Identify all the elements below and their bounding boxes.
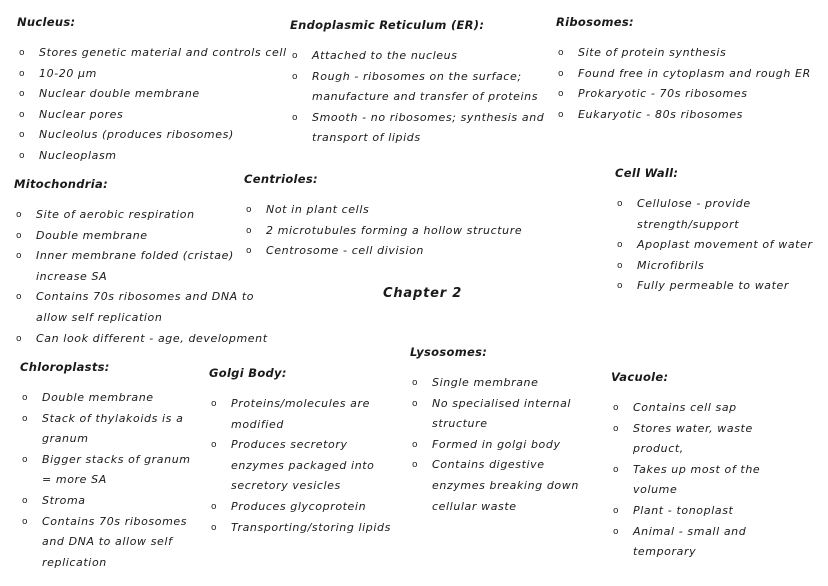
list-item: enzymes packaged into: [231, 458, 375, 472]
bullet-list: [556, 43, 811, 125]
list-item: o Contains 70s ribosomes and DNA to: [14, 287, 268, 308]
list-item: o Fully permeable to water: [615, 276, 813, 297]
list-item: o Prokaryotic - 70s ribosomes: [556, 84, 811, 105]
section-title: Mitochondria:: [14, 177, 108, 191]
list-item: o Animal - small and: [611, 522, 760, 543]
list-item: strength/support: [637, 217, 740, 231]
bullet-list: [611, 398, 760, 563]
section-er: [290, 18, 544, 149]
list-item: granum: [42, 432, 89, 446]
list-item: o Formed in golgi body: [410, 435, 579, 456]
list-item: o Proteins/molecules are: [209, 394, 391, 415]
list-item: o Centrosome - cell division: [244, 241, 522, 262]
bullet-list: [14, 205, 268, 349]
list-item: o Takes up most of the: [611, 460, 760, 481]
list-item: o Double membrane: [20, 388, 191, 409]
list-item: replication: [42, 555, 107, 569]
section-title: Centrioles:: [244, 172, 318, 186]
list-item: o Contains cell sap: [611, 398, 760, 419]
bullet-list: [410, 373, 579, 517]
list-item: product,: [633, 442, 684, 456]
list-item: volume: [633, 483, 678, 497]
list-item: o Eukaryotic - 80s ribosomes: [556, 105, 811, 126]
section-title: Nucleus:: [17, 15, 76, 29]
list-item: o Rough - ribosomes on the surface;: [290, 67, 544, 88]
section-vacuole: [611, 370, 760, 563]
list-item: o Cellulose - provide: [615, 194, 813, 215]
list-item: o Nucleoplasm: [17, 146, 287, 167]
list-item: o Site of aerobic respiration: [14, 205, 268, 226]
list-item: o Nucleolus (produces ribosomes): [17, 125, 287, 146]
section-lysosomes: [410, 345, 579, 517]
list-item: o 10-20 µm: [17, 64, 287, 85]
list-item: o Bigger stacks of granum: [20, 450, 191, 471]
bullet-list: [209, 394, 391, 538]
section-title: Ribosomes:: [556, 15, 634, 29]
section-title: Lysosomes:: [410, 345, 488, 359]
list-item: o Attached to the nucleus: [290, 46, 544, 67]
section-nucleus: [17, 15, 287, 167]
bullet-list: [615, 194, 813, 297]
section-centrioles: [244, 172, 522, 262]
list-item: o Nuclear pores: [17, 105, 287, 126]
list-item: = more SA: [42, 473, 107, 487]
section-title: Endoplasmic Reticulum (ER):: [290, 18, 485, 32]
list-item: o Stores genetic material and controls cell: [17, 43, 287, 64]
bullet-list: [244, 200, 522, 262]
section-mitochondria: [14, 177, 268, 349]
bullet-list: [20, 388, 191, 573]
list-item: o No specialised internal: [410, 394, 579, 415]
list-item: o Contains digestive: [410, 455, 579, 476]
list-item: secretory vesicles: [231, 479, 341, 493]
list-item: modified: [231, 417, 284, 431]
bullet-list: [290, 46, 544, 149]
list-item: o 2 microtubules forming a hollow structure: [244, 221, 522, 242]
list-item: and DNA to allow self: [42, 535, 173, 549]
page-title: Chapter 2: [383, 286, 463, 301]
list-item: o Plant - tonoplast: [611, 501, 760, 522]
section-title: Golgi Body:: [209, 366, 287, 380]
list-item: manufacture and transfer of proteins: [312, 90, 539, 104]
list-item: allow self replication: [36, 310, 163, 324]
list-item: o Site of protein synthesis: [556, 43, 811, 64]
list-item: o Not in plant cells: [244, 200, 522, 221]
list-item: o Double membrane: [14, 226, 268, 247]
section-title: Vacuole:: [611, 370, 669, 384]
section-title: Chloroplasts:: [20, 360, 110, 374]
section-golgi: [209, 366, 391, 538]
list-item: o Single membrane: [410, 373, 579, 394]
list-item: o Produces glycoprotein: [209, 497, 391, 518]
list-item: o Stroma: [20, 491, 191, 512]
bullet-list: [17, 43, 287, 167]
list-item: transport of lipids: [312, 131, 421, 145]
list-item: o Stack of thylakoids is a: [20, 409, 191, 430]
list-item: o Transporting/storing lipids: [209, 518, 391, 539]
list-item: temporary: [633, 545, 697, 559]
list-item: enzymes breaking down: [432, 478, 579, 492]
list-item: increase SA: [36, 269, 108, 283]
section-chloroplasts: [20, 360, 191, 573]
list-item: o Can look different - age, development: [14, 329, 268, 350]
list-item: cellular waste: [432, 499, 517, 513]
list-item: structure: [432, 417, 488, 431]
section-ribosomes: [556, 15, 811, 125]
section-title: Cell Wall:: [615, 166, 679, 180]
list-item: o Inner membrane folded (cristae): [14, 246, 268, 267]
list-item: o Found free in cytoplasm and rough ER: [556, 64, 811, 85]
list-item: o Nuclear double membrane: [17, 84, 287, 105]
section-cell-wall: [615, 166, 813, 297]
list-item: o Stores water, waste: [611, 419, 760, 440]
list-item: o Apoplast movement of water: [615, 235, 813, 256]
list-item: o Smooth - no ribosomes; synthesis and: [290, 108, 544, 129]
list-item: o Produces secretory: [209, 435, 391, 456]
list-item: o Microfibrils: [615, 256, 813, 277]
list-item: o Contains 70s ribosomes: [20, 512, 191, 533]
